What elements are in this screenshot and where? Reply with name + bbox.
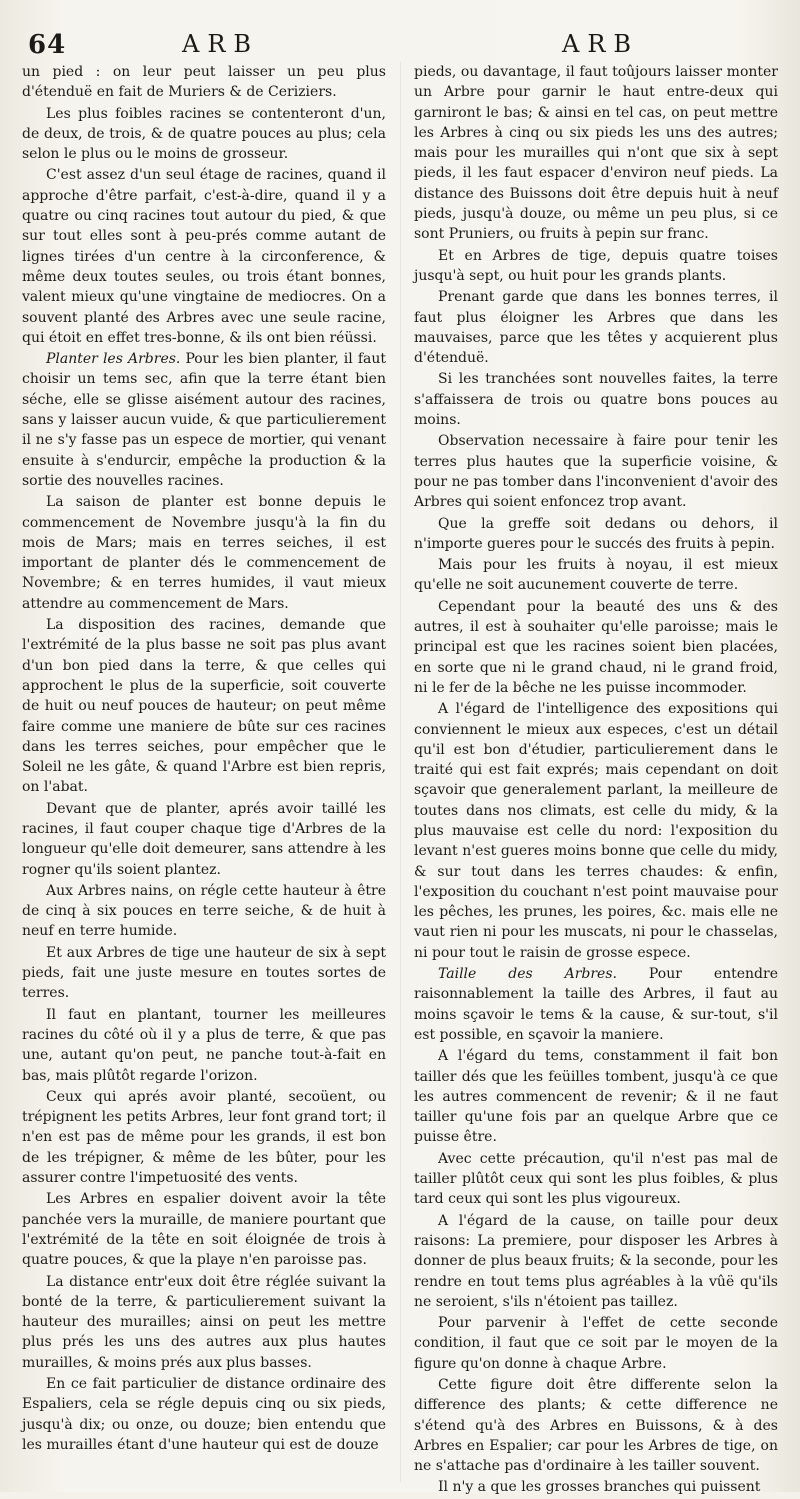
paragraph: Mais pour les fruits à noyau, il est mieux qu'elle ne soit aucunement couverte de terre. xyxy=(414,557,778,594)
paragraph: Cette figure doit être differente selon la difference des plants; & cette difference ne s'étend qu'à des Arbres en Buissons, & à des Arbres en Espalier; car pour les Arbres de tige, on ne s'attache pas d'ordinaire à les tailler souvent. xyxy=(414,1377,778,1475)
paragraph: Devant que de planter, aprés avoir taillé les racines, il faut couper chaque tige d'Arbres de la longueur qu'elle doit demeurer, sans attendre à les rogner qu'ils soient plantez. xyxy=(22,800,386,878)
running-head-right: ARB xyxy=(562,30,640,58)
paragraph: pieds, ou davantage, il faut toûjours laisser monter un Arbre pour garnir le haut entre-deux qui garniront le bas; & ainsi en tel cas, on peut mettre les Arbres à cinq ou six pieds les uns des autres; mais pour les murailles qui n'ont que six à sept pieds, il les faut espacer d'environ neuf pieds. La distance des Buissons doit être depuis huit à neuf pieds, jusqu'à douze, ou même un peu plus, si ce sont Pruniers, ou fruits à pepin sur franc. xyxy=(414,64,778,243)
paragraph: La disposition des racines, demande que l'extrémité de la plus basse ne soit pas plus avant d'un bon pied dans la terre, & que celles qui approchent le plus de la superficie, soit couverte de huit ou neuf pouces de hauteur; on peut même faire comme une maniere de bûte sur ces racines dans les terres seiches, pour empêcher que le Soleil ne les gâte, & quand l'Arbre est bien repris, on l'abat. xyxy=(22,617,386,796)
paragraph: Cependant pour la beauté des uns & des autres, il est à souhaiter qu'elle paroisse; mais le principal est que les racines soient bien placées, en sorte que ni le grand chaud, ni le grand froid, ni le fer de la bêche ne les puisse incommoder. xyxy=(414,598,778,696)
paragraph: Aux Arbres nains, on régle cette hauteur à être de cinq à six pouces en terre seiche, & de huit à neuf en terre humide. xyxy=(22,882,386,940)
paragraph: A l'égard de l'intelligence des expositions qui conviennent le mieux aux especes, c'est un détail qu'il est bon d'étudier, particulierement dans le traité qui est fait exprés; mais cependant on doit sçavoir que generalement parlant, la meilleure de toutes dans nos climats, est celle du midy, & la plus mauvaise est celle du nord: l'exposition du levant n'est gueres moins bonne que celle du midy, & sur tout dans les terres chaudes: & enfin, l'exposition du couchant n'est point mauvaise pour les pêches, les prunes, les poires, &c. mais elle ne vaut rien ni pour les muscats, ni pour le chasselas, ni pour tout le raisin de grosse espece. xyxy=(414,701,778,961)
page-header xyxy=(22,30,778,64)
right-column xyxy=(414,62,778,1499)
paragraph: En ce fait particulier de distance ordinaire des Espaliers, cela se régle depuis cinq ou six pieds, jusqu'à dix; ou onze, ou douze; bien entendu que les murailles étant d'une hauteur qui est de douze xyxy=(22,1376,386,1453)
paragraph: La distance entr'eux doit être réglée suivant la bonté de la terre, & particulierement suivant la hauteur des murailles; ainsi on peut les mettre plus prés les uns des autres aux plus hautes murailles, & moins prés aux plus basses. xyxy=(22,1273,386,1371)
section-paragraph xyxy=(22,349,386,491)
paragraph: Ceux qui aprés avoir planté, secoüent, ou trépignent les petits Arbres, leur font grand tort; il n'en est pas de même pour les grands, il est bon de les trépigner, & même de les bûter, pour les assurer contre l'impetuosité des vents. xyxy=(22,1088,386,1187)
section-heading: Taille des Arbres. xyxy=(438,966,617,983)
paragraph: Il n'y a que les grosses branches qui puissent xyxy=(438,1479,761,1496)
paragraph: Et en Arbres de tige, depuis quatre toises jusqu'à sept, ou huit pour les grands plants. xyxy=(414,247,778,284)
paragraph: Observation necessaire à faire pour tenir les terres plus hautes que la superficie voisine, & pour ne pas tomber dans l'inconvenient d'avoir des Arbres qui soient enfoncez trop avant. xyxy=(414,433,778,511)
paragraph: Pour parvenir à l'effet de cette seconde condition, il faut que ce soit par le moyen de la figure qu'on donne à chaque Arbre. xyxy=(414,1315,778,1372)
paragraph: Que la greffe soit dedans ou dehors, il n'importe gueres pour le succés des fruits à pepin. xyxy=(414,515,778,552)
paragraph: A l'égard de la cause, on taille pour deux raisons: La premiere, pour disposer les Arbres à donner de plus beaux fruits; & la seconde, pour les rendre en tout tems plus agréables à la vûë qu'ils ne seroient, s'ils n'étoient pas taillez. xyxy=(414,1212,778,1310)
paragraph: Il faut en plantant, tourner les meilleures racines du côté où il y a plus de terre, & que pas une, autant qu'on peut, ne panche tout-à-fait en bas, mais plûtôt regarde l'orizon. xyxy=(22,1006,386,1084)
paragraph: C'est assez d'un seul étage de racines, quand il approche d'être parfait, c'est-à-dire, quand il y a quatre ou cinq racines tout autour du pied, & que sur tout elles sont à peu-prés comme autant de lignes tirées d'un centre à la circonference, & même deux toutes seules, ou trois étant bonnes, valent mieux qu'une vingtaine de mediocres. On a souvent planté des Arbres avec une seule racine, qui étoit en effet tres-bonne, & ils ont bien réüssi. xyxy=(22,167,386,346)
paragraph: Les Arbres en espalier doivent avoir la tête panchée vers la muraille, de maniere pourtant que l'extrémité de la tête en soit éloignée de trois à quatre pouces, & que la playe n'en paroisse pas. xyxy=(22,1191,386,1269)
paragraph: Les plus foibles racines se contenteront d'un, de deux, de trois, & de quatre pouces au plus; cela selon le plus ou le moins de grosseur. xyxy=(22,105,386,163)
paragraph: Avec cette précaution, qu'il n'est pas mal de tailler plûtôt ceux qui sont les plus foibles, & plus tard ceux qui sont les plus vigoureux. xyxy=(414,1150,778,1208)
column-gutter xyxy=(400,62,401,1482)
page-number: 64 xyxy=(28,30,67,60)
paragraph: un pied : on leur peut laisser un peu plus d'étenduë en fait de Muriers & de Ceriziers. xyxy=(22,64,386,101)
paragraph: Prenant garde que dans les bonnes terres, il faut plus éloigner les Arbres que dans les mauvaises, parce que les têtes y acquierent plus d'étenduë. xyxy=(414,289,778,367)
paragraph-text: Pour les bien planter, il faut choisir un tems sec, afin que la terre étant bien séche, elle se glisse aisément autour des racines, sans y laisser aucun vuide, & que particulierement il ne s'y fasse pas un espece de mortier, qui venant ensuite à s'endurcir, empêche la production & la sortie des nouvelles racines. xyxy=(22,351,386,489)
section-paragraph xyxy=(414,964,778,1045)
running-head-left: ARB xyxy=(182,30,260,58)
paragraph: Si les tranchées sont nouvelles faites, la terre s'affaissera de trois ou quatre bons pouces au moins. xyxy=(414,371,778,429)
paragraph: Et aux Arbres de tige une hauteur de six à sept pieds, fait une juste mesure en toutes sortes de terres. xyxy=(22,944,386,1002)
left-column xyxy=(22,62,386,1456)
paragraph: La saison de planter est bonne depuis le commencement de Novembre jusqu'à la fin du mois de Mars; mais en terres seiches, il est important de planter dés le commencement de Novembre; & en terres humides, il vaut mieux attendre au commencement de Mars. xyxy=(22,494,386,612)
section-heading: Planter les Arbres. xyxy=(46,351,181,368)
paragraph-text: Pour entendre raisonnablement la taille des Arbres, il faut au moins sçavoir le tems & la cause, & sur-tout, s'il est possible, en sçavoir la maniere. xyxy=(414,966,778,1043)
paragraph: A l'égard du tems, constamment il fait bon tailler dés que les feüilles tombent, jusqu'à ce que les autres commencent de revenir; & il ne faut tailler qu'une fois par an quelque Arbre que ce puisse être. xyxy=(414,1048,778,1146)
